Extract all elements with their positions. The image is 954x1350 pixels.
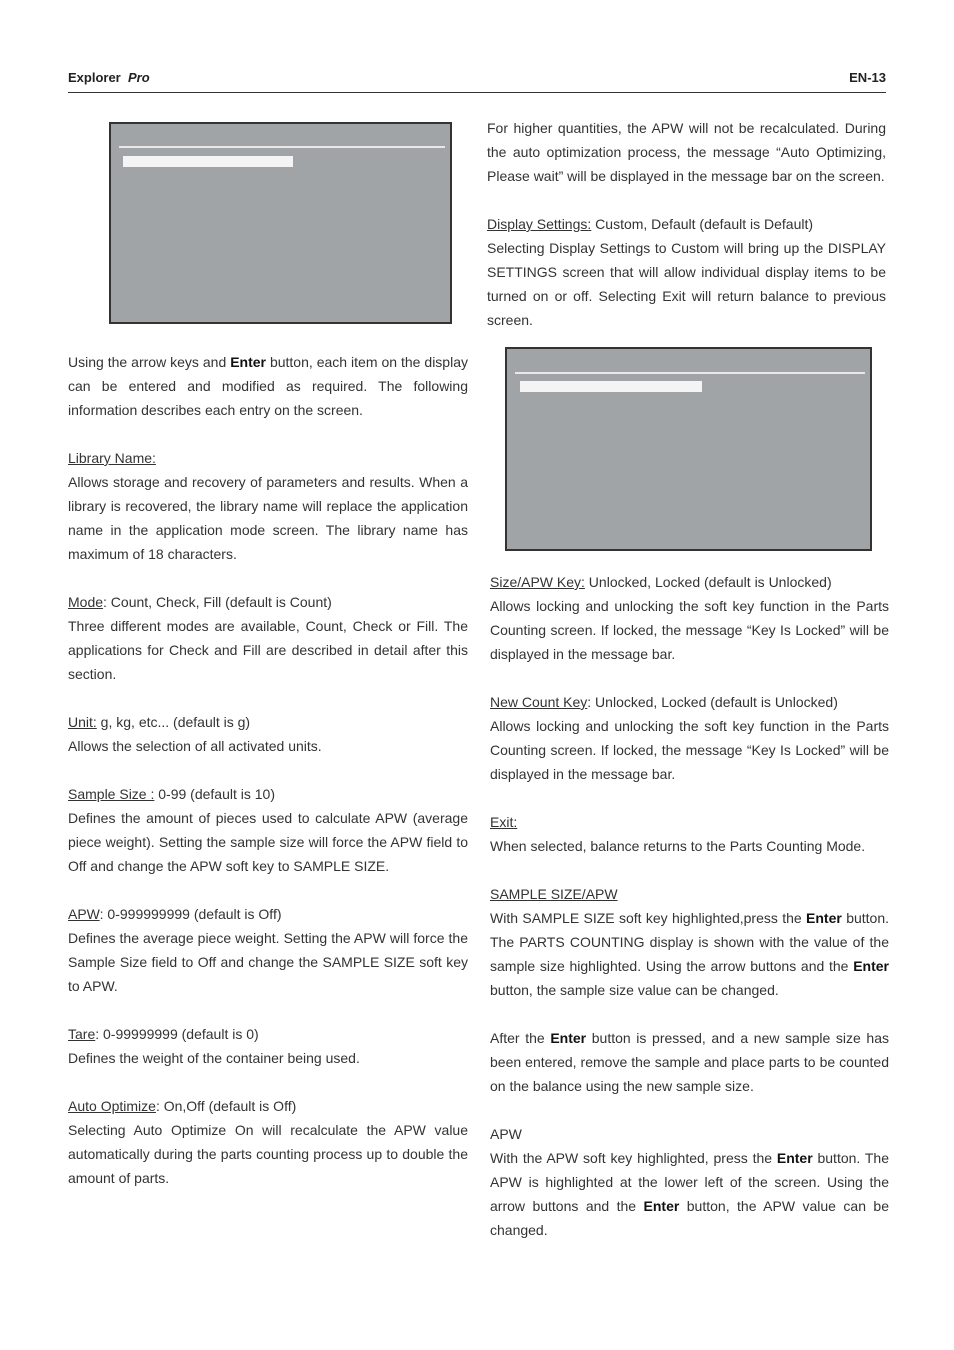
right-column-bottom [490, 570, 889, 1266]
sample-size-apw-heading: SAMPLE SIZE/APW [490, 886, 618, 902]
unit-section: Unit: g, kg, etc... (default is g) Allows the selection of all activated units. [68, 714, 322, 754]
display-settings-heading: Display Settings: [487, 216, 592, 232]
new-count-key-heading: New Count Key [490, 694, 588, 710]
exit-heading: Exit: [490, 814, 518, 830]
mode-heading: Mode [68, 594, 104, 610]
intro-paragraph: Using the arrow keys and Enter button, each item on the display can be entered and modified as required. The following information describes each entry on the screen. [68, 354, 468, 418]
screen-highlight-bar [123, 156, 293, 167]
page-header [68, 68, 886, 93]
higher-quantities-paragraph: For higher quantities, the APW will not be recalculated. During the auto optimization process, the message “Auto Optimizing, Please wait” will be displayed in the message bar on the screen. [487, 120, 886, 184]
size-apw-key-section: Size/APW Key: Unlocked, Locked (default is Unlocked) Allows locking and unlocking the soft key function in the Parts Counting screen. If locked, the message “Key Is Locked” will be displayed in the message bar. [490, 574, 889, 662]
screen-title-line [119, 146, 445, 148]
left-column [68, 350, 468, 1214]
after-enter-paragraph: After the Enter button is pressed, and a new sample size has been entered, remove the sample and place parts to be counted on the balance using the new sample size. [490, 1030, 889, 1094]
size-apw-key-heading: Size/APW Key: [490, 574, 585, 590]
screen-title-line [515, 372, 865, 374]
new-count-key-section: New Count Key: Unlocked, Locked (default is Unlocked) Allows locking and unlocking the soft key function in the Parts Counting screen. If locked, the message “Key Is Locked” will be displayed in the message bar. [490, 694, 889, 782]
library-name-heading: Library Name: [68, 450, 156, 466]
product-name: Explorer Pro [68, 70, 150, 85]
apw-heading: APW [68, 906, 100, 922]
page-number: EN-13 [849, 70, 886, 85]
library-name-section: Library Name: Allows storage and recovery of parameters and results. When a library is recovered, the library name will replace the application name in the application mode screen. The library name has maximum of 18 characters. [68, 450, 468, 562]
display-settings-section: Display Settings: Custom, Default (default is Default) Selecting Display Settings to Custom will bring up the DISPLAY SETTINGS screen that will allow individual display items to be turned on or off. Selecting Exit will return balance to previous screen. [487, 216, 886, 328]
unit-heading: Unit: [68, 714, 97, 730]
apw-procedure-section: APW With the APW soft key highlighted, press the Enter button. The APW is highlighted at the lower left of the screen. Using the arrow buttons and the Enter button, the APW value can be changed. [490, 1126, 889, 1238]
sample-size-section: Sample Size : 0-99 (default is 10) Defines the amount of pieces used to calculate APW (average piece weight). Setting the sample size will force the APW field to Off and change the APW soft key to SAMPLE SIZE. [68, 786, 468, 874]
exit-section: Exit: When selected, balance returns to the Parts Counting Mode. [490, 814, 866, 854]
tare-heading: Tare [68, 1026, 96, 1042]
auto-optimize-section: Auto Optimize: On,Off (default is Off) Selecting Auto Optimize On will recalculate the APW value automatically during the parts counting process up to double the amount of parts. [68, 1098, 468, 1186]
tare-section: Tare: 0-99999999 (default is 0) Defines the weight of the container being used. [68, 1026, 360, 1066]
sample-size-apw-section: SAMPLE SIZE/APW With SAMPLE SIZE soft key highlighted,press the Enter button. The PARTS COUNTING display is shown with the value of the sample size highlighted. Using the arrow buttons and the Enter button, the sample size value can be changed. [490, 886, 890, 998]
auto-optimize-heading: Auto Optimize [68, 1098, 156, 1114]
mode-section: Mode: Count, Check, Fill (default is Count) Three different modes are available, Count, Check or Fill. The applications for Check and Fill are described in detail after this section. [68, 594, 468, 682]
display-screen-2 [505, 347, 872, 551]
display-screen-1 [109, 122, 452, 324]
right-column-top [487, 116, 886, 356]
screen-highlight-bar [520, 381, 702, 392]
sample-size-heading: Sample Size : [68, 786, 155, 802]
apw-procedure-heading: APW [490, 1126, 522, 1142]
apw-section: APW: 0-999999999 (default is Off) Defines the average piece weight. Setting the APW will force the Sample Size field to Off and change the SAMPLE SIZE soft key to APW. [68, 906, 468, 994]
